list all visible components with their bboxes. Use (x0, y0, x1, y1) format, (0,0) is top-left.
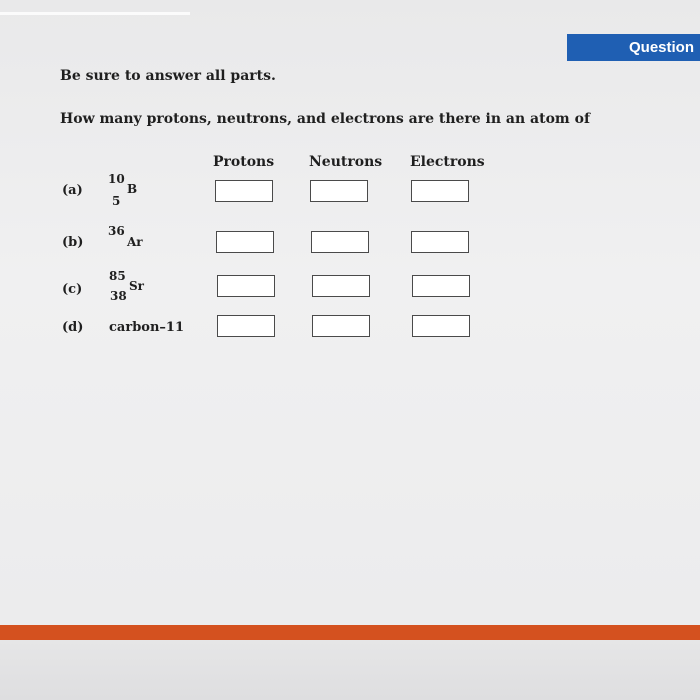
answer-b-electrons[interactable] (411, 231, 469, 253)
answer-d-electrons[interactable] (412, 315, 470, 337)
column-header-neutrons: Neutrons (309, 154, 383, 170)
orange-footer-band (0, 625, 700, 640)
element-symbol-c: Sr (129, 279, 144, 293)
part-label-c: (c) (62, 282, 83, 297)
question-prompt: How many protons, neutrons, and electrons are there in an atom of (60, 111, 590, 127)
part-label-d: (d) (62, 320, 84, 335)
bottom-area (0, 640, 700, 700)
answer-c-electrons[interactable] (412, 275, 470, 297)
answer-a-protons[interactable] (215, 180, 273, 202)
answer-a-electrons[interactable] (411, 180, 469, 202)
answer-a-neutrons[interactable] (310, 180, 368, 202)
answer-b-neutrons[interactable] (311, 231, 369, 253)
mass-number-a: 10 (108, 172, 125, 186)
question-tab[interactable]: Question (567, 34, 700, 61)
column-header-electrons: Electrons (410, 154, 485, 170)
answer-d-neutrons[interactable] (312, 315, 370, 337)
answer-b-protons[interactable] (216, 231, 274, 253)
element-symbol-b: Ar (127, 235, 143, 249)
answer-c-neutrons[interactable] (312, 275, 370, 297)
atomic-number-c: 38 (110, 289, 127, 303)
part-label-b: (b) (62, 235, 84, 250)
top-divider (0, 12, 190, 15)
species-name-d: carbon–11 (109, 320, 184, 335)
mass-number-c: 85 (109, 269, 126, 283)
answer-c-protons[interactable] (217, 275, 275, 297)
mass-number-b: 36 (108, 224, 125, 238)
element-symbol-a: B (127, 182, 138, 196)
part-label-a: (a) (62, 183, 83, 198)
instruction-text: Be sure to answer all parts. (60, 68, 276, 84)
answer-d-protons[interactable] (217, 315, 275, 337)
column-header-protons: Protons (213, 154, 275, 170)
atomic-number-a: 5 (112, 194, 121, 208)
